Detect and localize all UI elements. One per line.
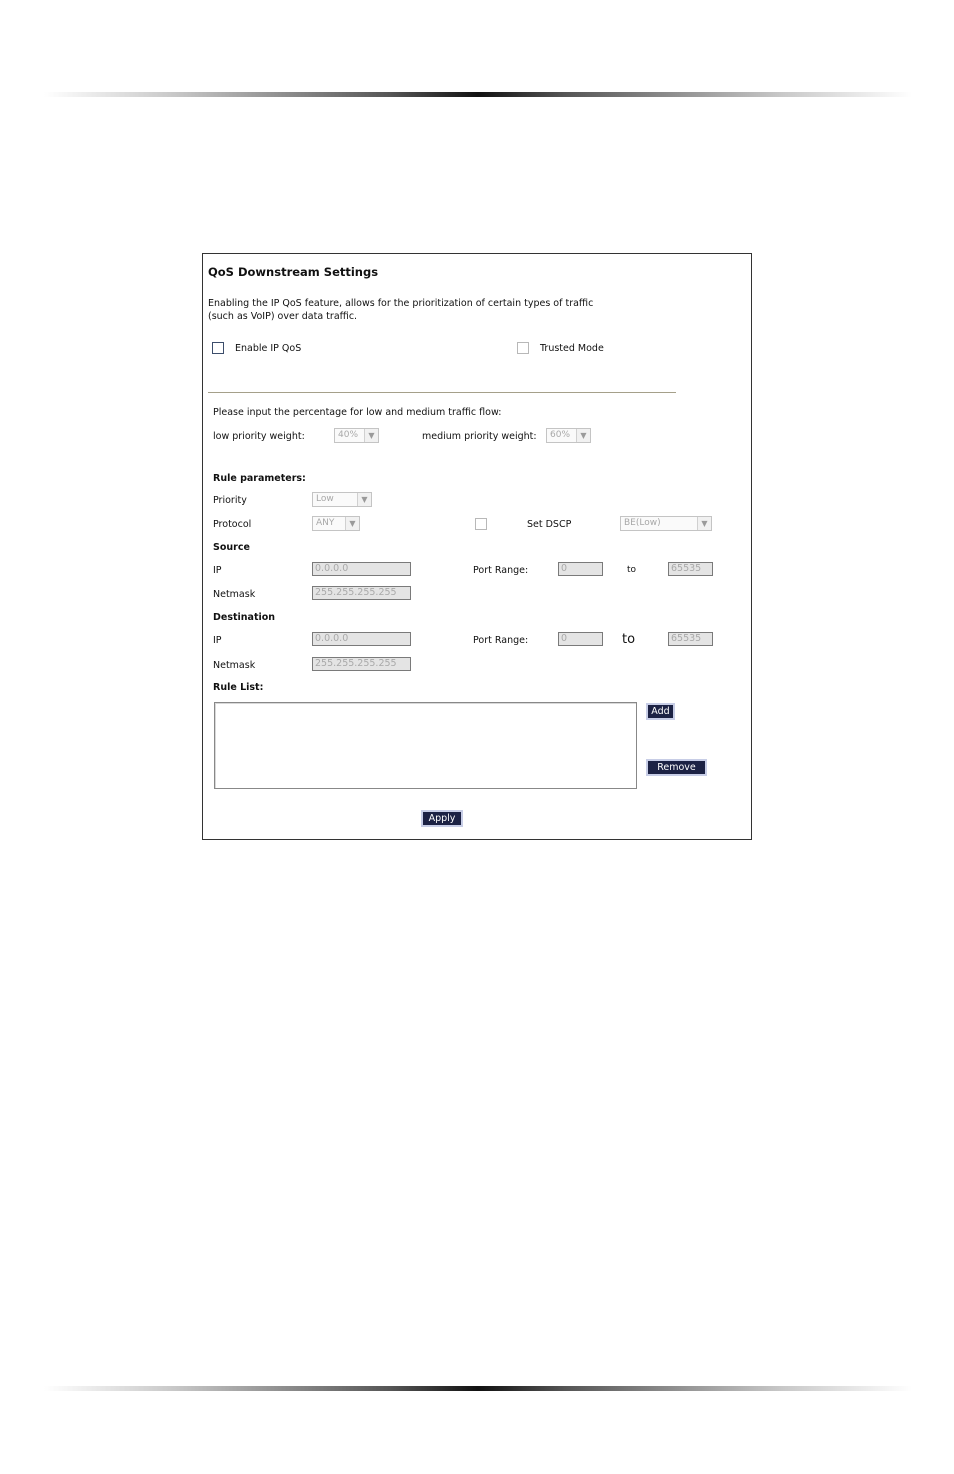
medium-priority-weight-select[interactable] <box>546 428 591 443</box>
description <box>208 297 628 323</box>
enable-ip-qos-label: Enable IP QoS <box>235 343 302 354</box>
medium-priority-weight-label: medium priority weight: <box>422 431 537 442</box>
page-title: QoS Downstream Settings <box>208 265 379 279</box>
priority-select[interactable] <box>312 492 372 507</box>
trusted-mode-checkbox[interactable] <box>517 342 529 354</box>
chevron-down-icon: ▼ <box>697 517 711 530</box>
chevron-down-icon: ▼ <box>576 429 590 442</box>
medium-priority-weight-value: 60% <box>550 430 571 440</box>
apply-button[interactable]: Apply <box>423 812 461 825</box>
destination-netmask-field[interactable]: 255.255.255.255 <box>312 657 411 671</box>
destination-port-to-field[interactable]: 65535 <box>668 632 713 646</box>
low-priority-weight-label: low priority weight: <box>213 431 305 442</box>
source-to-label: to <box>627 565 637 575</box>
source-netmask-field[interactable]: 255.255.255.255 <box>312 586 411 600</box>
destination-netmask-label: Netmask <box>213 660 256 671</box>
rule-list-box[interactable] <box>214 702 637 789</box>
chevron-down-icon: ▼ <box>357 493 371 506</box>
source-port-from-field[interactable]: 0 <box>558 562 603 576</box>
dscp-select[interactable] <box>620 516 712 531</box>
weights-prompt: Please input the percentage for low and medium traffic flow: <box>213 407 502 418</box>
source-ip-field[interactable]: 0.0.0.0 <box>312 562 411 576</box>
qos-downstream-panel <box>202 253 752 840</box>
section-divider <box>208 392 676 393</box>
remove-rule-button[interactable]: Remove <box>648 761 705 774</box>
destination-port-range-label: Port Range: <box>473 635 529 646</box>
destination-ip-field[interactable]: 0.0.0.0 <box>312 632 411 646</box>
bottom-divider <box>44 1386 912 1391</box>
dscp-value: BE(Low) <box>624 518 661 528</box>
protocol-select[interactable] <box>312 516 360 531</box>
low-priority-weight-value: 40% <box>338 430 359 440</box>
add-rule-button[interactable]: Add <box>648 705 673 718</box>
source-ip-label: IP <box>213 565 222 576</box>
set-dscp-checkbox[interactable] <box>475 518 487 530</box>
description-line-2: (such as VoIP) over data traffic. <box>208 311 358 322</box>
chevron-down-icon: ▼ <box>364 429 378 442</box>
enable-ip-qos-checkbox[interactable] <box>212 342 224 354</box>
source-port-range-label: Port Range: <box>473 565 529 576</box>
rule-parameters-heading: Rule parameters: <box>213 473 306 484</box>
rule-list-heading: Rule List: <box>213 682 264 693</box>
source-heading: Source <box>213 542 250 553</box>
destination-heading: Destination <box>213 612 276 623</box>
protocol-label: Protocol <box>213 519 252 530</box>
priority-label: Priority <box>213 495 247 506</box>
description-line-1: Enabling the IP QoS feature, allows for the prioritization of certain types of traffic <box>208 298 594 309</box>
low-priority-weight-select[interactable] <box>334 428 379 443</box>
set-dscp-label: Set DSCP <box>527 519 572 530</box>
source-netmask-label: Netmask <box>213 589 256 600</box>
destination-port-from-field[interactable]: 0 <box>558 632 603 646</box>
top-divider <box>44 92 912 97</box>
destination-ip-label: IP <box>213 635 222 646</box>
priority-value: Low <box>316 494 334 504</box>
chevron-down-icon: ▼ <box>345 517 359 530</box>
source-port-to-field[interactable]: 65535 <box>668 562 713 576</box>
protocol-value: ANY <box>316 518 335 528</box>
destination-to-label: to <box>622 632 636 647</box>
trusted-mode-label: Trusted Mode <box>540 343 604 354</box>
